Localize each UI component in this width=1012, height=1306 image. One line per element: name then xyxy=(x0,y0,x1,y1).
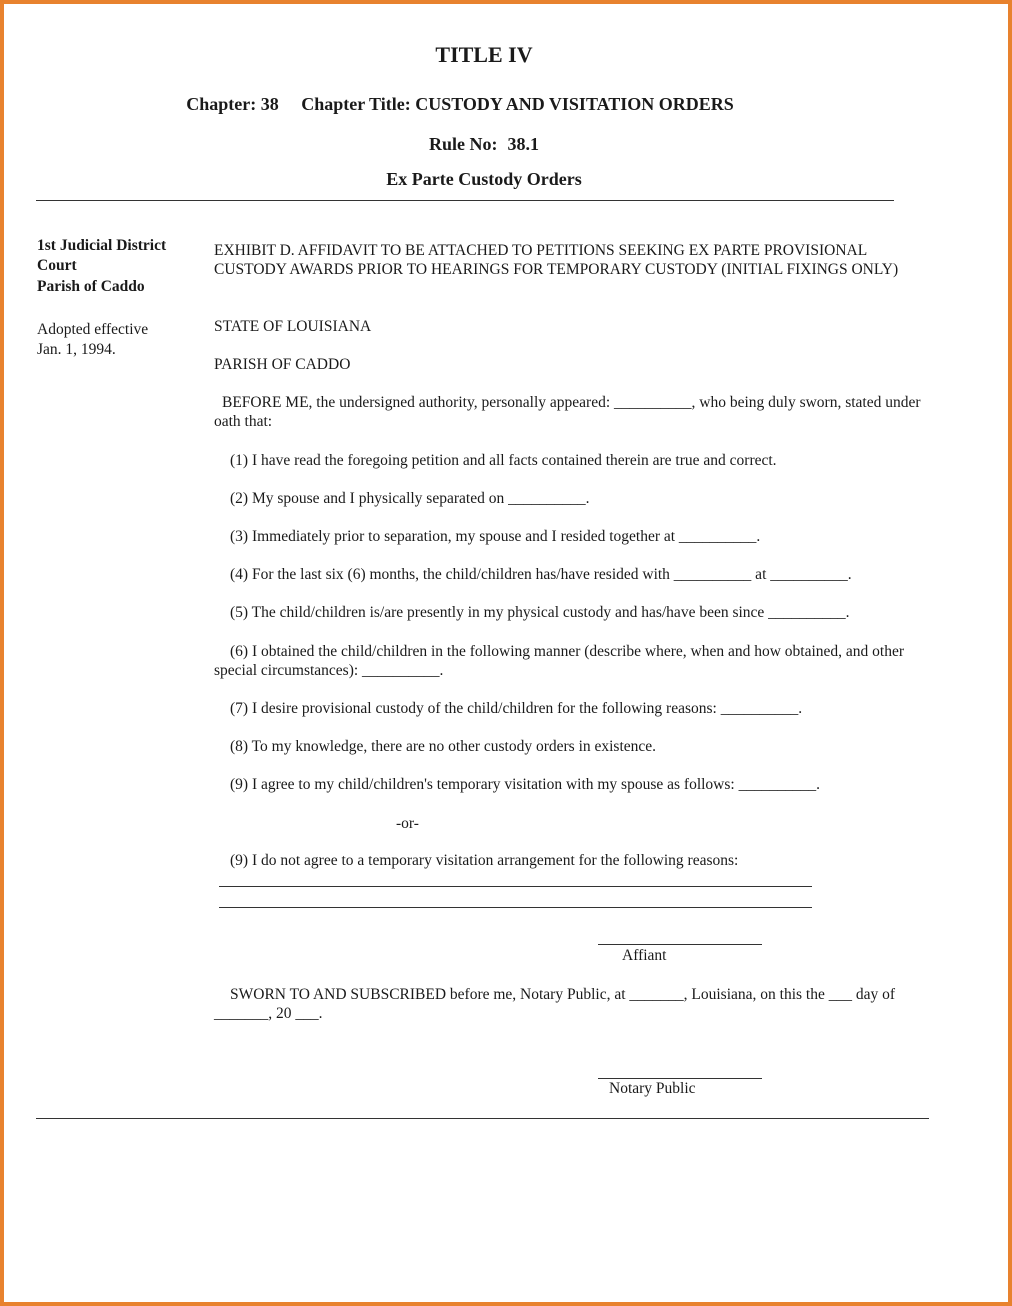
reasons-blank-line-2 xyxy=(219,907,812,908)
adopted-date xyxy=(37,320,197,360)
chapter-heading xyxy=(4,94,916,115)
header-divider xyxy=(36,200,894,201)
adopted-line-1: Adopted effective xyxy=(37,321,149,338)
footer-divider xyxy=(36,1118,929,1119)
affidavit-item-7: (7) I desire provisional custody of the child/children for the following reasons: __________. xyxy=(230,700,803,717)
affidavit-item-6: (6) I obtained the child/children in the following manner (describe where, when and how obtained, and other special circumstances): __________. xyxy=(214,643,905,679)
notary-label: Notary Public xyxy=(609,1080,696,1097)
affiant-signature-line xyxy=(598,944,762,945)
chapter-number: 38 xyxy=(260,94,279,114)
or-separator: -or- xyxy=(396,815,419,832)
affidavit-item-4: (4) For the last six (6) months, the child/children has/have resided with __________ at __________. xyxy=(230,566,852,583)
affidavit-item-8: (8) To my knowledge, there are no other custody orders in existence. xyxy=(230,738,657,755)
reasons-blank-line-1 xyxy=(219,886,812,887)
sworn-paragraph: SWORN TO AND SUBSCRIBED before me, Notary Public, at _______, Louisiana, on this the ___ day of _______, 20 ___. xyxy=(214,986,896,1022)
court-name: 1st Judicial District Court xyxy=(37,237,167,274)
notary-signature-line xyxy=(598,1078,762,1079)
chapter-title: CUSTODY AND VISITATION ORDERS xyxy=(415,94,734,114)
adopted-line-2: Jan. 1, 1994. xyxy=(37,341,116,358)
affidavit-item-1: (1) I have read the foregoing petition and all facts contained therein are true and correct. xyxy=(230,452,777,469)
rule-heading xyxy=(4,134,964,155)
chapter-title-label: Chapter Title: xyxy=(301,94,411,114)
sidebar xyxy=(37,236,197,360)
rule-number: 38.1 xyxy=(507,134,539,154)
before-me-paragraph: BEFORE ME, the undersigned authority, personally appeared: __________, who being duly sworn, stated under oath that: xyxy=(214,394,921,430)
affidavit-item-9-alternative: (9) I do not agree to a temporary visitation arrangement for the following reasons: xyxy=(230,852,739,869)
rule-subtitle: Ex Parte Custody Orders xyxy=(386,169,582,189)
affidavit-item-9: (9) I agree to my child/children's temporary visitation with my spouse as follows: __________. xyxy=(230,776,820,793)
exhibit-heading: EXHIBIT D. AFFIDAVIT TO BE ATTACHED TO PETITIONS SEEKING EX PARTE PROVISIONAL CUSTODY AWARDS PRIOR TO HEARINGS FOR TEMPORARY CUSTODY (INITIAL FIXINGS ONLY) xyxy=(214,242,899,278)
parish-name: Parish of Caddo xyxy=(37,278,145,295)
rule-label: Rule No: xyxy=(429,134,498,154)
chapter-label: Chapter: xyxy=(186,94,257,114)
affidavit-item-5: (5) The child/children is/are presently in my physical custody and has/have been since __________. xyxy=(230,604,850,621)
state-line: STATE OF LOUISIANA xyxy=(214,318,372,335)
parish-line: PARISH OF CADDO xyxy=(214,356,351,373)
affiant-label: Affiant xyxy=(622,947,667,964)
document-title: TITLE IV xyxy=(435,42,533,67)
affidavit-item-2: (2) My spouse and I physically separated on __________. xyxy=(230,490,590,507)
affidavit-item-3: (3) Immediately prior to separation, my spouse and I resided together at __________. xyxy=(230,528,761,545)
